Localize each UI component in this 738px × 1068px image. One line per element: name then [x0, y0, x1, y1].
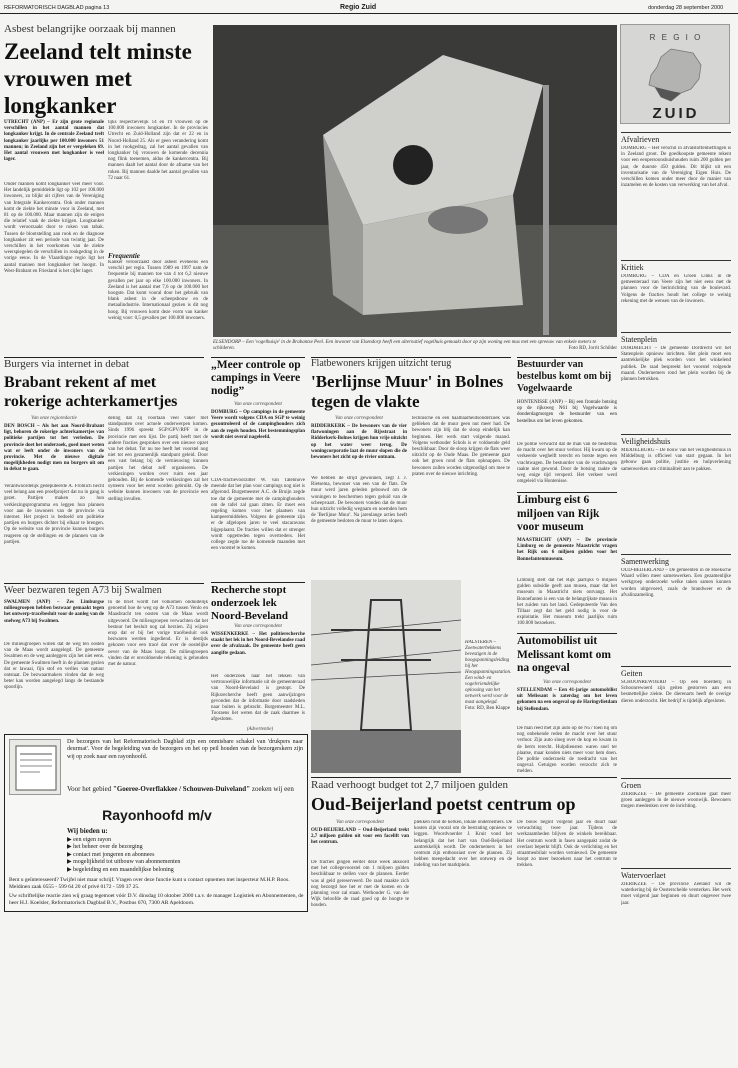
- sidebar-title-4: Samenwerking: [621, 554, 731, 566]
- photo1-credit: Foto RD, Jorrit Schilder: [568, 346, 617, 351]
- limburg-headline: Limburg eist 6 miljoen van Rijk voor museum: [517, 494, 600, 533]
- limburg-body: Limburg stelt dat het Rijk jaarlijks 6 miljoen gulden subsidie geeft aan musea, maar dat het museum in Maastricht niets ontvangt. Het Bonnefanten is een van de belangrijkste musea in het zuiden van het land. Gedeputeerde Van den Tillaar zegt dat het geld nodig is voor de exploitatie. Het museum trekt jaarlijks ruim 100.000 bezoekers.: [517, 578, 617, 627]
- ad-offer-item: ▶ een eigen rayon: [67, 837, 112, 843]
- zeeland-headline: Zeeland telt minste vrouwen met longkanker: [4, 39, 192, 118]
- logo-zuid-text: ZUID: [652, 105, 700, 122]
- veere-byline: Van onze correspondent: [234, 402, 282, 407]
- page-date: donderdag 28 september 2000: [648, 5, 724, 11]
- sidebar-title-2: Statenplein: [621, 332, 731, 344]
- page-header: [0, 4, 738, 14]
- melissant-body: De man reed met zijn auto op de N57 toen hij om nog onbekende reden de macht over het stuur verloor. Zijn auto sloeg over de kop en kwam in de berm terecht. Hulpdiensten waren snel ter plaatse, maar konden niets meer voor hem doen. De politie onderzoekt de toedracht van het ongeval. Getuigen worden verzocht zich te melden.: [517, 726, 617, 774]
- recherche-body: Het onderzoek naar het lekken van vertrouwelijke informatie uit de gemeenteraad van Noord-Beveland is gestopt. De Rijksrecherche heeft geen aanwijzingen gevonden dat de informatie door raadsleden naar buiten is gebracht. Burgemeester M.L. Tooraens liet weten dat de zaak daarmee is afgesloten.: [211, 674, 305, 722]
- sidebar-body-0: DOMBURG – Het verschil in afvalstoffenheffingen is in Zeeland groot. De goedkoopste gemeente rekent voor een eenpersoonshuishouden ruim 200 gulden per jaar, de duurste 450 gulden. Dit blijkt uit een inventarisatie van de Vereniging Eigen Huis. De verschillen komen onder meer door de manier van inzamelen en de kosten van verwerking van het afval.: [621, 146, 731, 189]
- section-title: Regio Zuid: [340, 4, 377, 11]
- brabant-byline: Van onze regioredactie: [31, 416, 77, 421]
- sidebar-body-2: DORDRECHT – De gemeente Dordrecht wil het Statenplein opnieuw inrichten. Het plein moet een aantrekkelijke plek worden voor het winkelend publiek. De raad bespreekt het voorstel volgende maand. Ondernemers rond het plein worden bij de plannen betrokken.: [621, 346, 731, 383]
- ad-offer-item: ▶ mogelijkheid tot uitbouw van abonnementen: [67, 859, 181, 866]
- bolnes-kicker: Flatbewoners krijgen uitzicht terug: [311, 358, 452, 369]
- sidebar-title-5: Geiten: [621, 666, 731, 678]
- zeeland-body-col2b: Kanker veroorzaakt door asbest eveneens een verschil per regio. Tussen 1989 en 1997 nam de frequentie bij mannen toe van 4 tot 6,2 nieuwe gevallen per jaar op elke 100.000 inwoners. In Zeeland is het aantal met 7,6 op de 100.000 het hoogste. Dat komt vooral door het gebruik van blank asbest in de scheepsbouw en de metaalindustrie. Internationaal gezien is dit nog hoog. Bij vrouwen komt deze vorm van kanker weinig voor: 0,5 gevallen per 100.000 inwoners.: [108, 260, 208, 321]
- bestuurder-body: De politie verwacht dat de man van de bestelbus de macht over het stuur verloor. Hij kwam op de verkeerde weghelft terecht en botste tegen een vrachtwagen. De bestuurder van de vrachtwagen raakte niet gewond. Door de botsing raakte de weg enige tijd versperd. Het verkeer werd omgeleid via Hontenisse.: [517, 442, 617, 485]
- ad-role: Rayonhoofd m/v: [102, 807, 212, 823]
- sidebar-body-7: ZIERIKZEE – De provincie Zeeland wil de waterkering bij de Oosterschelde versterken. Het werk moet volgend jaar beginnen en duurt ongeveer twee jaar.: [621, 882, 731, 906]
- ad-offer-item: ▶ het beheer over de bezorging: [67, 844, 143, 851]
- zeeland-body-col2: lijks respectievelijk 14 en 19 vrouwen op de 100.000 inwoners longkanker. In de provincies Utrecht en Zuid-Holland zijn dat er 22 en in Noord-Holland 25. Als er geen verandering komt in het rookgedrag, zal het aantal gevallen van longkanker bij vrouwen de komende decennia nog flink toenemen, aldus de kankercentra. Bij mannen daalt het aantal door de afname van het roken. Bij mannen daalde het aantal gevallen van 72 naar 61.: [108, 120, 208, 181]
- sidebar-body-6: ZIERIKZEE – De gemeente Zierikzee gaat meer groen aanleggen in de nieuwe woonwijk. Bewoners mogen meedenken over de inrichting.: [621, 792, 731, 810]
- oudbeijerland-kicker: Raad verhoogt budget tot 2,7 miljoen gulden: [311, 779, 509, 791]
- ad-search-text2: zoeken wij een: [251, 785, 294, 793]
- photo2-credit: Foto: RD, Ben Klappe: [465, 706, 510, 711]
- ad-offer-item: ▶ contact met jongeren en abonnees: [67, 851, 155, 858]
- veere-body: CDA-fractievoorzitter W. van Tatenhove meende dat het plan voor campings nog niet is afgerond. Burgemeester A.C. de Bruijn zegde toe dat de gemeente met de campinghouders om de tafel zal gaan zitten. Er moet een regeling komen voor het plaatsen van kampeermiddelen. Volgens de gemeente zijn er de afgelopen jaren te veel stacaravans bijgeplaatst. De fracties willen dat er strenger wordt opgetreden tegen overtreders. Het college zegde toe de komende maanden met een voorstel te komen.: [211, 478, 305, 552]
- oudbeijerland-headline: Oud-Beijerland poetst centrum op: [311, 794, 576, 814]
- netherlands-map-icon: [641, 45, 711, 105]
- oudbeijerland-lead: OUD-BEIJERLAND – Oud-Beijerland trekt 2,7 miljoen gulden uit voor een facelift van het centrum.: [311, 828, 409, 846]
- bolnes-body-col2: technische en een haalbaarheidsonderzoek was gebleken dat de muur geen nut meer had. De bewoners zijn blij dat de sloop eindelijk kan beginnen. Het werk start volgende maand. Volgens wethouder Schols is er voldoende geld beschikbaar. Door de sloop krijgen de flats weer uitzicht op de Oude Maas. De gemeente gaat ook het groen rond de flats opknappen. De bewoners zullen worden uitgenodigd om mee te praten over de nieuwe inrichting.: [412, 416, 510, 477]
- a73-headline: Weer bezwaren tegen A73 bij Swalmen: [4, 585, 162, 596]
- sidebar-body-1: DOMBURG – CDA en Groen Links in de gemeenteraad van Veere zijn het niet eens met de plannen voor de herinrichting van de boulevard. Volgens de fracties houdt het college te weinig rekening met de wensen van de inwoners.: [621, 274, 731, 304]
- sidebar-title-7: Watervoerlaet: [621, 868, 731, 880]
- power-line-photo: [311, 580, 461, 773]
- sidebar-title-0: Afvalrieven: [621, 132, 731, 144]
- ad-offer-list: [67, 837, 303, 874]
- a73-body-col2: In de brief wordt het volkomen onduidelijk genoemd hoe de weg op de A73 tussen Venlo en Maasbracht ten oosten van de Maas wordt uitgevoerd. De milieugroepen verwachten dat het bestuur het besluit nog zal herzien. Zij wijzen erop dat er bij het vorige tracébesluit ook bezwaren werden ingediend. Er is destijds gekozen voor een tracé dat over de oostelijke oever van de Maas loopt. De milieugroepen vinden dat er onvoldoende rekening is gehouden met de natuur.: [108, 600, 208, 668]
- sidebar-news: [621, 132, 731, 958]
- bestuurder-lead: HONTENISSE (ANP) – Bij een frontale botsing op de rijksweg N61 bij Vogelwaarde is donderdagmorgen de bestuurder van een bestelbus om het leven gekomen.: [517, 400, 617, 424]
- sidebar-body-3: MIDDELBURG – De bouw van het veiligheidshuis in Middelburg is officieel van start gegaan. In het gebouw gaan politie, justitie en hulpverlening samenwerken om criminaliteit aan te pakken.: [621, 448, 731, 472]
- sidebar-body-4: OUD-BEIJERLAND – De gemeenten in de Hoeksche Waard willen meer samenwerken. Een gezamenlijke werkgroep onderzoekt welke taken samen kunnen worden uitgevoerd, zoals de brandweer en de afvalinzameling.: [621, 568, 731, 598]
- veere-headline: „Meer controle op campings in Veere nodig”: [211, 359, 301, 397]
- oudbeijerland-byline: Van onze correspondent: [336, 820, 384, 825]
- zeeland-body-col1: Onder mannen komt longkanker veel meer voor. Het landelijk gemiddelde ligt op 102 per 100.000 inwoners, zo blijkt uit cijfers van de Vereniging van Integrale Kankercentra. Ook onder mannen komt de ziekte het minste voor in Zeeland, met 81 op de 100.000. Maar mannen zijn de enigen die relatief vaak de ziekte krijgen. Longkanker wordt veroorzaakt door te roken van tabak. Tussen de blootstelling aan rook en de diagnose longkanker zit een periode van twintig jaar. De verschillen in het voorkomen van de ziekte weerspiegelen de verschillen in rookgedrag in de vorige eeuw. In de Vlaardingse regio ligt het aantal mannen met longkanker het hoogst. In West-Brabant en Friesland is het cijfer lager.: [4, 182, 104, 274]
- zeeland-subheading: Frequentie: [108, 252, 140, 260]
- limburg-lead: MAASTRICHT (ANP) – De provincie Limburg en de gemeente Maastricht vragen het Rijk om 6 miljoen gulden voor het Bonnefantenmuseum.: [517, 538, 617, 562]
- photo1-caption: [213, 340, 617, 352]
- ad-footer2: Uw schriftelijke reactie zien wij graag tegemoet vóór D.V. dinsdag 10 oktober 2000 t.a.v. de manager Logistiek en Abonnementen, de heer H.J. Koelsler, Reformatorisch Dagblad B.V., Postbus 670, 7300 AR Apeldoorn.: [9, 893, 304, 906]
- photo2-caption: [465, 640, 511, 770]
- bolnes-byline: Van onze correspondent: [335, 416, 383, 421]
- sidebar-body-5: SCHOONREWOERD – Op een boerderij in Schoonrewoerd zijn geiten gestorven aan een besmettelijke ziekte. De dierenarts heeft de overige dieren onderzocht. Het bedrijf is tijdelijk afgesloten.: [621, 680, 731, 704]
- brabant-body-col1: Verantwoordelijk gedeputeerde A. Fröhlich hecht veel belang aan een proefproject dat nu in gang is gezet. Partijen maken zo hun verkiezingsprogramma en leggen hun plannen voor aan de inwoners van de provincie via internet. Het project is bedoeld om politieke partijen en burgers dichter bij elkaar te brengen. Op de website van de provincie kunnen burgers reageren op de stellingen en de plannen van de partijen.: [4, 484, 104, 545]
- bolnes-lead: RIDDERKERK – De bewoners van de vier flatwoningen aan de Rijsstraat in Ridderkerk-Bolnes krijgen hun vrije uitzicht op het water weer terug. De woningcorporatie laat de muur slopen die de bewoners het zicht op de rivier ontnam.: [311, 424, 407, 461]
- oudbeijerland-body-col3: De bouw begint volgend jaar en duurt naar verwachting twee jaar. Tijdens de werkzaamheden blijven de winkels bereikbaar. Het centrum wordt in fasen aangepakt zodat de overlast beperkt blijft. Ook de verlichting en het straatmeubilair worden vernieuwd. De gemeente hoopt zo meer bezoekers naar het centrum te trekken.: [517, 820, 617, 869]
- zeeland-kicker: Asbest belangrijke oorzaak bij mannen: [4, 23, 176, 35]
- sidebar-title-6: Groen: [621, 778, 731, 790]
- ad-region: "Goeree-Overflakkee / Schouwen-Duiveland": [112, 785, 251, 793]
- ad-intro: De bezorgers van het Reformatorisch Dagblad zijn een onmisbare schakel van 'drukpers naar deurmat'. Voor de begeleiding van de bezorgers en het op peil houden van de bezorgerskern zijn wij op zoek naar een rayonhoofd.: [67, 739, 303, 760]
- a73-lead: SWALMEN (ANP) – Zes Limburgse milieugroepen hebben bezwaar gemaakt tegen het ontwerp-tracébesluit voor de aanleg van de snelweg A73 bij Swalmen.: [4, 600, 104, 624]
- brabant-lead: DEN BOSCH – Als het aan Noord-Brabant ligt, behoren de rokerige achterkamertjes van politieke partijen tot het verleden. De provincie doet het onderzoek, goed moet weten wat er leeft onder de inwoners van de provincie. Met de nieuwe digitale mogelijkheden nodigt men nu burgers uit om in debat te gaan.: [4, 424, 104, 473]
- logo-regio-text: R E G I O: [649, 33, 703, 42]
- melissant-headline: Automobilist uit Melissant komt om na ongeval: [517, 635, 611, 674]
- oudbeijerland-body-col1: De fracties gingen eerder deze week akkoord met het collegevoorstel om 1 miljoen gulden beschikbaar te stellen voor de plannen. Eerder was al geld gereserveerd. De raad maakte zich nog bezorgd hoe het er met de kosten en de planning voor zal staan. Wethouder G. van der Wijk beloofde de raad goed op de hoogte te houden.: [311, 860, 409, 909]
- ad-search-line: [67, 785, 303, 793]
- ad-offer-title: Wij bieden u:: [67, 827, 108, 835]
- brabant-headline: Brabant rekent af met rokerige achterkamertjes: [4, 374, 178, 410]
- brabant-body-col2: deling dat zij voortaan veel vaker met standpunten over actuele onderwerpen komen. Sinds 1996 spreekt SGP/GPV/RPF in de provincie met een lijst. De partij heeft met de andere fracties gesproken over een nieuwe opzet van het debat. Tot nu toe heeft het voorstel nog niet tot een gezamenlijk standpunt geleid. Door een vast belang bij de vernieuwing kunnen partijen het debat zelf organiseren. De verkiezingen worden over ruim een jaar gehouden. Bij de komende verkiezingen zal het systeem voor het eerst worden gebruikt. Op de website kunnen inwoners van de provincie een stelling invullen.: [108, 416, 208, 502]
- a73-body-col1: De milieugroepen willen dat de weg ten oosten van de Maas wordt aangelegd. De gemeente Swalmen en de weg aanleggers zijn het niet eens. De gemeente Swalmen heeft in de plannen gezien dat er lawaai, fijn stof en verlies van natuur ontstaat. De bezwaarmakers vinden dat de weg beter kan worden aangelegd langs de bestaande spoorlijn.: [4, 642, 104, 691]
- melissant-byline: Van onze correspondent: [543, 680, 591, 685]
- recherche-byline: Van onze correspondent: [234, 624, 282, 629]
- oudbeijerland-body-col2: plekken rond de kerken, lokale ondernemers. De kosten zijn vooral om de bestrating opnieuw te leggen. Woordvoerder J. Kruit vond het belangrijk dat het hart van Oud-Beijerland aantrekkelijk wordt. De ondernemers in het centrum zijn enthousiast over de plannen. Zij hebben meegedacht over het ontwerp en de indeling van het marktplein.: [414, 820, 512, 869]
- job-advertisement: [4, 734, 308, 912]
- melissant-lead: STELLENDAM – Een 41-jarige automobilist uit Melissant is zaterdag om het leven gekomen na een ongeval op de Haringvlietdam bij Stellendam.: [517, 688, 617, 712]
- veere-lead: DOMBURG – Op campings in de gemeente Veere wordt volgens CDA en SGP te weinig gecontroleerd of de campinghouders zich aan de regels houden. Het bestemmingsplan wordt niet overal nageleefd.: [211, 410, 305, 440]
- publication-label: REFORMATORISCH DAGBLAD pagina 13: [4, 5, 110, 11]
- newspaper-icon: [9, 739, 61, 795]
- ad-label: (Advertentie): [246, 727, 274, 732]
- bolnes-body-col1: We hebben de strijd gewonnen, zegt J. J. Rietsema, bewoner van een van de flats. De muur werd jaren geleden gebouwd om de woningen te beschermen tegen geluid van de scheepvaart. De bewoners vonden dat de muur hun uitzicht volledig wegnam en noemden hem de 'Berlijnse Muur'. Na jarenlange acties heeft de gemeente besloten de muur te laten slopen.: [311, 476, 407, 525]
- brabant-kicker: Burgers via internet in debat: [4, 358, 130, 370]
- ad-offer-item: ▶ begeleiding en een maandelijkse beloning: [67, 866, 174, 873]
- sidebar-title-3: Veiligheidshuis: [621, 434, 731, 446]
- birdhouse-photo: [213, 25, 617, 337]
- sidebar-title-1: Kritiek: [621, 260, 731, 272]
- recherche-headline: Recherche stopt onderzoek lek Noord-Beveland: [211, 584, 288, 622]
- recherche-lead: WISSENKERKE – Het politierecherche staakt het lek in het Noord-Bevelandse raad over de afvalzaak. De gemeente heeft geen aangifte gedaan.: [211, 632, 305, 656]
- bestuurder-headline: Bestuurder van bestelbus komt om bij Vogelwaarde: [517, 359, 612, 394]
- ad-search-text: Voor het gebied: [67, 785, 112, 793]
- regio-zuid-logo: [620, 24, 730, 124]
- ad-footer1: Bent u geïnteresseerd? Twijfel niet maar schrijf. Vragen over deze functie kunt u contact opnemen met inspecteur M.H.P. Roos. Meldinen zaak 0555 - 599 64 20 of privé 0172 - 599 37 25.: [9, 877, 290, 890]
- bolnes-headline: 'Berlijnse Muur' in Bolnes tegen de vlakte: [311, 372, 504, 411]
- photo1-caption-text: ELSENDORP – Een 'vogelhuisje' in de Brabantse Peel. Een inwoner van Elsendorp heeft een alternatief vogelhuis gemaakt door op zijn woning een mus met een spreeuw van enkele meters te schilderen.: [213, 340, 597, 351]
- photo2-caption-text: HALSTEREN – Zoetwaterbekkens bevestigen in de hoogspanningsleiding bij het Hoogspanningsstation. Een wind- en vogelvriendelijke oplossing van het netwerk werd voor de mast aangelegd.: [465, 640, 511, 705]
- zeeland-lead: UTRECHT (ANP) – Er zijn grote regionale verschillen in het aantal mannen dat longkanker krijgt. In de centrale Zeeland treft longkanker jaarlijks per 100.000 inwoners 51 mannen; in Zeeland zijn het er vergeleken 69. Het aantal vrouwen met longkanker is veel lager.: [4, 120, 104, 163]
